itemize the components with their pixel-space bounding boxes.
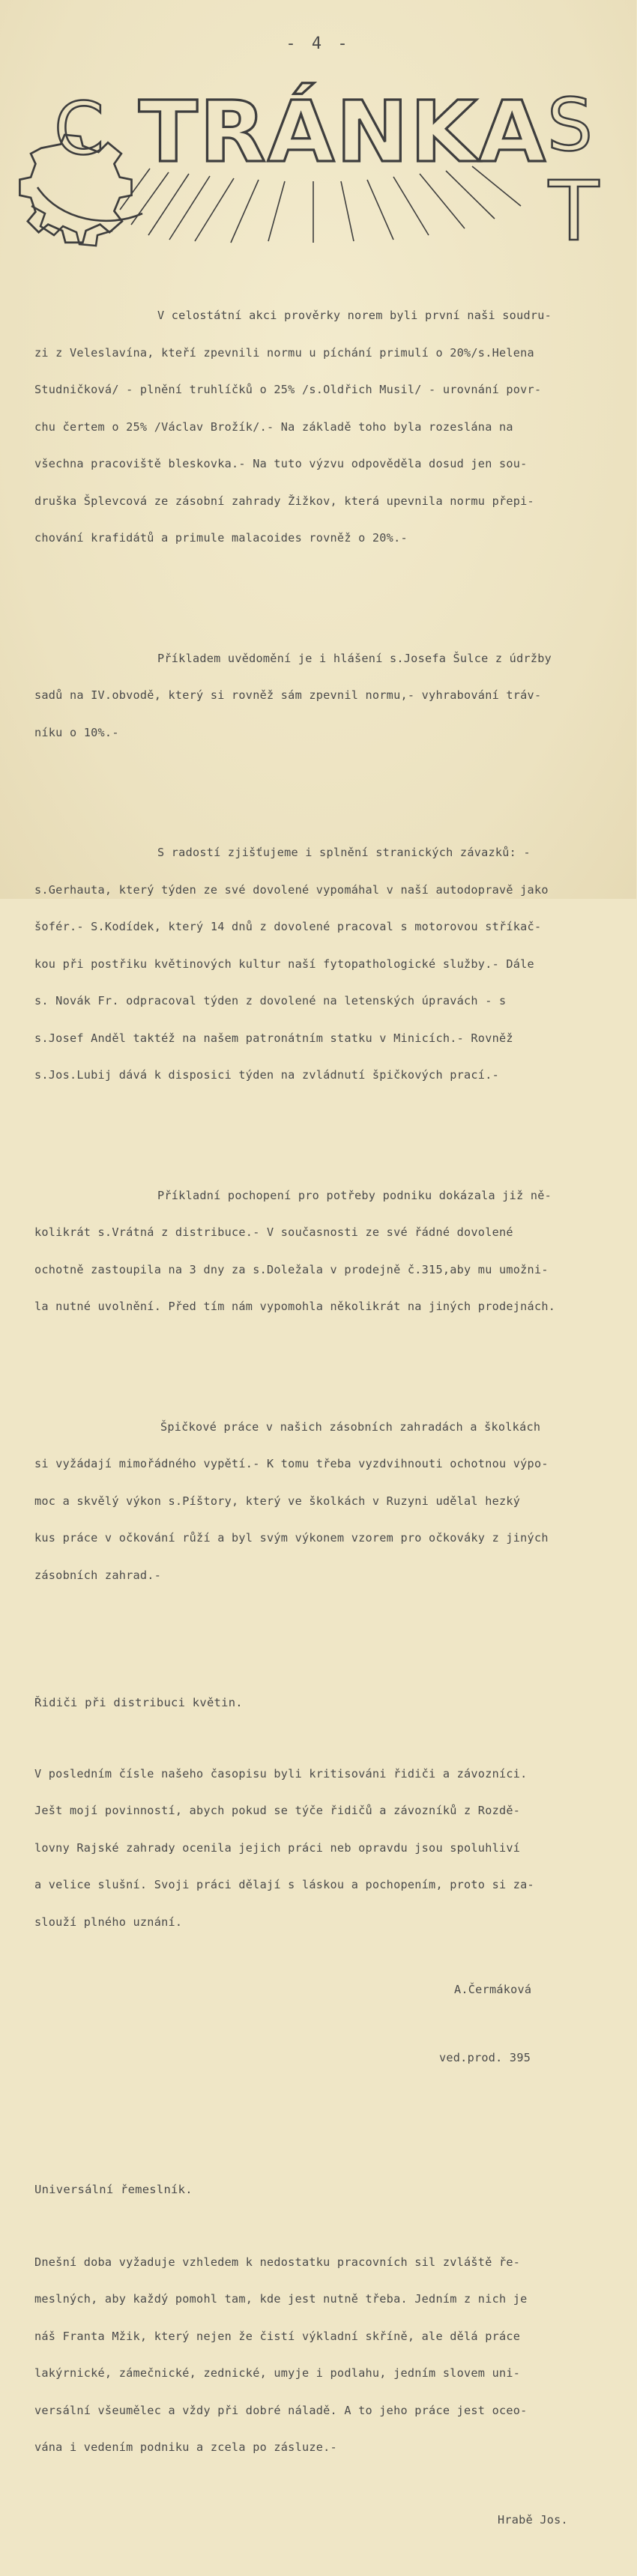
section-remeslnik [34,2159,634,2551]
masthead-illustration [15,52,637,270]
text-line: chu čertem o 25% /Václav Brožík/.- Na základě toho byla rozeslána na [34,419,513,434]
section-ridici [34,1672,634,2088]
text-line: V celostátní akci prověrky norem byli první naši soudru- [157,309,552,322]
article-stranicke-zavazky [34,822,634,1106]
text-line: slouží plného uznání. [34,1915,183,1929]
text-line: si vyžádají mimořádného vypětí.- K tomu třeba vyzdvihnouti ochotnou výpo- [34,1457,549,1470]
text-line: Ješt mojí povinností, abych pokud se týče řidičů a závozníků z Rozdě- [34,1804,521,1817]
article-vratna [34,1165,634,1338]
text-line: náš Franta Mžik, který nejen že čistí výkladní skříně, ale dělá práce [34,2329,521,2343]
article-sulc [34,628,634,764]
text-line: Příkladem uvědomění je i hlášení s.Josefa Šulce z údržby [157,651,552,665]
text-line: Dnešní doba vyžaduje vzhledem k nedostatku pracovních sil zvláště ře- [34,2255,521,2269]
signature-name: A.Čermáková [454,1983,532,1996]
text-line: kou při postřiku květinových kultur naší fytopathologické služby.- Dále [34,957,534,971]
signature-role: ved.prod. 395 [439,2050,531,2064]
text-line: šofér.- S.Kodídek, který 14 dnů z dovolené pracoval s motorovou stříkač- [34,920,542,933]
text-line: Příkladní pochopení pro potřeby podniku dokázala již ně- [157,1188,552,1202]
text-line: zásobních zahrad.- [34,1568,162,1582]
text-line: S radostí zjišťujeme i splnění stranických závazků: - [157,846,531,859]
section-heading: Řidiči při distribuci květin. [34,1696,243,1709]
text-line: ochotně zastoupila na 3 dny za s.Doležala v prodejně č.315,aby mu umožni- [34,1262,549,1276]
article-spickove-prace [34,1396,634,1607]
masthead-title: TRÁNKA [139,84,535,181]
text-line: s.Gerhauta, který týden ze své dovolené vypomáhal v naší autodopravě jako [34,882,549,897]
article-proverka-norem [34,285,634,569]
text-line: meslných, aby každý pomohl tam, kde jest nutně třeba. Jedním z nich je [34,2292,528,2306]
text-line: lakýrnické, zámečnické, zednické, umyje i podlahu, jedním slovem uni- [34,2366,521,2380]
text-line: druška Šplevcová ze zásobní zahrady Žižkov, která upevnila normu přepi- [34,494,534,508]
text-line: s.Josef Anděl taktéž na našem patronátním statku v Minicích.- Rovněž [34,1031,513,1045]
text-line: Studničková/ - plnění truhlíčků o 25% /s.Oldřich Musil/ - urovnání povr- [34,383,542,396]
article-body [34,260,634,2575]
text-line: moc a skvělý výkon s.Píštory, který ve školkách v Ruzyni udělal hezký [34,1494,521,1508]
title-left-letter: C [54,87,105,171]
text-line: vána i vedením podniku a zcela po zásluze.- [34,2440,337,2454]
signature: Hrabě Jos. [498,2512,568,2527]
text-line: V posledním čísle našeho časopisu byli kritisováni řidiči a závozníci. [34,1766,528,1781]
text-line: kolikrát s.Vrátná z distribuce.- V současnosti ze své řádné dovolené [34,1225,513,1239]
text-line: zi z Veleslavína, kteří zpevnili normu u píchání primulí o 20%/s.Helena [34,345,534,360]
title-right-bottom-letter: T [549,163,600,259]
text-line: lovny Rajské zahrady ocenila jejich práci neb opravdu jsou spoluhliví [34,1840,521,1855]
text-line: všechna pracoviště bleskovka.- Na tuto výzvu odpověděla dosud jen sou- [34,457,528,470]
section-heading: Universální řemeslník. [34,2183,193,2196]
text-line: versální všeumělec a vždy při dobré náladě. A to jeho práce jest oceo- [34,2403,528,2417]
text-line: níku o 10%.- [34,725,119,739]
title-right-letter: S [547,83,593,167]
text-line: la nutné uvolnění. Před tím nám vypomohla několikrát na jiných prodejnách. [34,1300,556,1313]
text-line: sadů na IV.obvodě, který si rovněž sám zpevnil normu,- vyhrabování tráv- [34,688,542,702]
page-number: - 4 - [286,34,351,53]
text-line: kus práce v očkování růží a byl svým výkonem vzorem pro očkováky z jiných [34,1531,549,1545]
text-line: Špičkové práce v našich zásobních zahradách a školkách [160,1419,541,1434]
text-line: a velice slušní. Svoji práci dělají s láskou a pochopením, proto si za- [34,1878,534,1891]
text-line: s.Jos.Lubij dává k disposici týden na zvládnutí špičkových prací.- [34,1068,499,1082]
text-line: chování krafidátů a primule malacoides rovněž o 20%.- [34,531,408,545]
masthead [15,52,637,270]
text-line: s. Novák Fr. odpracoval týden z dovolené na letenských úpravách - s [34,994,507,1007]
